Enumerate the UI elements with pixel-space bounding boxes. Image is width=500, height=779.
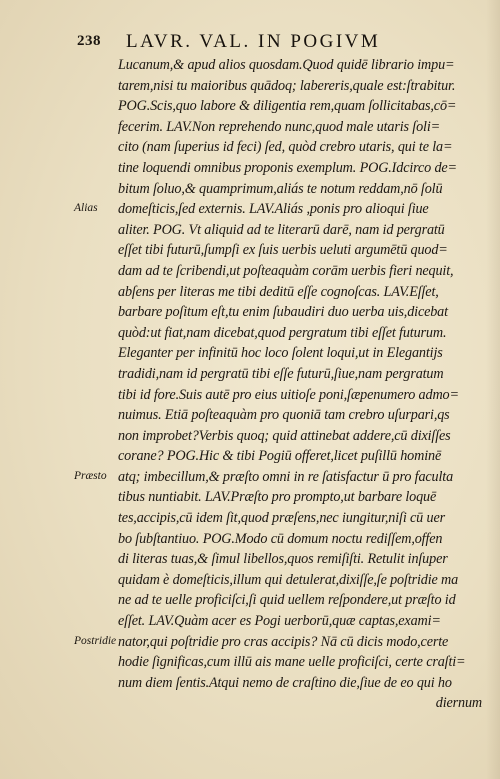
text-line: fecerim. LAV.Non reprehendo nunc,quod male utaris ſoli= — [118, 118, 441, 135]
text-line: atq; imbecillum,& præſto omni in re ſatisfactur ū pro faculta — [118, 468, 454, 485]
text-line: aliter. POG. Vt aliquid ad te literarū darē, nam id pergratū — [118, 221, 445, 238]
margin-note: Præsto — [74, 470, 107, 482]
text-line: quòd:ut fiat,nam dicebat,quod pergratum tibi eſſet futurum. — [118, 324, 447, 341]
page-number: 238 — [77, 33, 101, 49]
running-title: LAVR. VAL. IN POGIVM — [126, 31, 381, 52]
margin-note: Postridie — [74, 634, 117, 647]
text-line: hodie ſignificas,cum illū ais mane uelle proficiſci, certe craſti= — [118, 654, 466, 671]
text-line: tine loquendi omnibus proponis exemplum. POG.Idcirco de= — [118, 159, 457, 176]
text-line: eſſet. LAV.Quàm acer es Pogi uerborū,quæ captas,exami= — [118, 613, 441, 630]
text-line: num diem ſentis.Atqui nemo de craſtino die,ſiue de eo qui ho — [118, 674, 452, 691]
text-line: eſſet tibi futurū,ſumpſi ex ſuis uerbis ueluti argumētū quod= — [118, 242, 448, 259]
text-line: Eleganter per infinitū hoc loco ſolent loqui,ut in Elegantijs — [118, 345, 443, 362]
margin-note: Alias — [74, 202, 98, 215]
text-line: POG.Scis,quo labore & diligentia rem,quam ſollicitabas,cō= — [118, 98, 457, 115]
text-line: domeſticis,ſed externis. LAV.Aliás ,ponis pro alioqui ſiue — [118, 201, 429, 218]
text-line: Lucanum,& apud alios quosdam.Quod quidē librario impu= — [118, 57, 455, 73]
text-line: bo ſubſtantiuo. POG.Modo cū domum noctu rediſſem,offen — [118, 530, 443, 547]
text-line: abſens per literas me tibi deditū eſſe cognoſcas. LAV.Eſſet, — [118, 283, 439, 300]
text-line: tarem,nisi tu maioribus quādoq; labereris,quale est:ſtrabitur. — [118, 77, 456, 94]
text-line: cito (nam ſuperius id feci) ſed, quòd crebro utaris, qui te la= — [118, 139, 453, 156]
text-line: quidam è domeſticis,illum qui detulerat,dixiſſe,ſe poſtridie ma — [118, 571, 459, 588]
text-line: di literas tuas,& ſimul libellos,quos remiſiſti. Retulit inſuper — [118, 551, 448, 568]
text-line: diernum — [435, 695, 482, 712]
text-line: corane? POG.Hic & tibi Pogiū offeret,licet puſillū hominē — [118, 448, 442, 465]
text-line: bitum ſoluo,& quamprimum,aliás te notum reddam,nō ſolū — [118, 180, 443, 197]
text-line: non improbet?Verbis quoq; quid attinebat addere,cū dixiſſes — [118, 427, 451, 444]
text-line: tradidi,nam id pergratū tibi eſſe futurū,ſiue,nam pergratum — [118, 365, 444, 382]
text-line: nuimus. Etiā poſteaquàm pro quoniā tam crebro uſurpari,qs — [118, 407, 450, 424]
text-line: tes,accipis,cū idem ſit,quod præſens,nec iungitur,niſi cū uer — [118, 510, 445, 527]
body-text — [118, 55, 488, 714]
text-line: tibus nuntiabit. LAV.Præſto pro prompto,ut barbare loquē — [118, 489, 437, 506]
page-edge-shade — [486, 0, 500, 779]
text-line: dam ad te ſcribendi,ut poſteaquàm corām uerbis fieri nequit, — [118, 262, 454, 279]
text-line: tibi id fore.Suis autē pro eius uitioſe poni,ſæpenumero admo= — [118, 386, 459, 403]
text-line: barbare poſitum eſt,tu enim ſubaudiri duo uerba uis,dicebat — [118, 304, 448, 321]
text-line: nator,qui poſtridie pro cras accipis? Nā cū dicis modo,certe — [118, 633, 449, 650]
running-head — [0, 0, 500, 52]
text-line: ne ad te uelle proficiſci,ſi quid uellem reſpondere,ut præſto id — [118, 592, 456, 609]
